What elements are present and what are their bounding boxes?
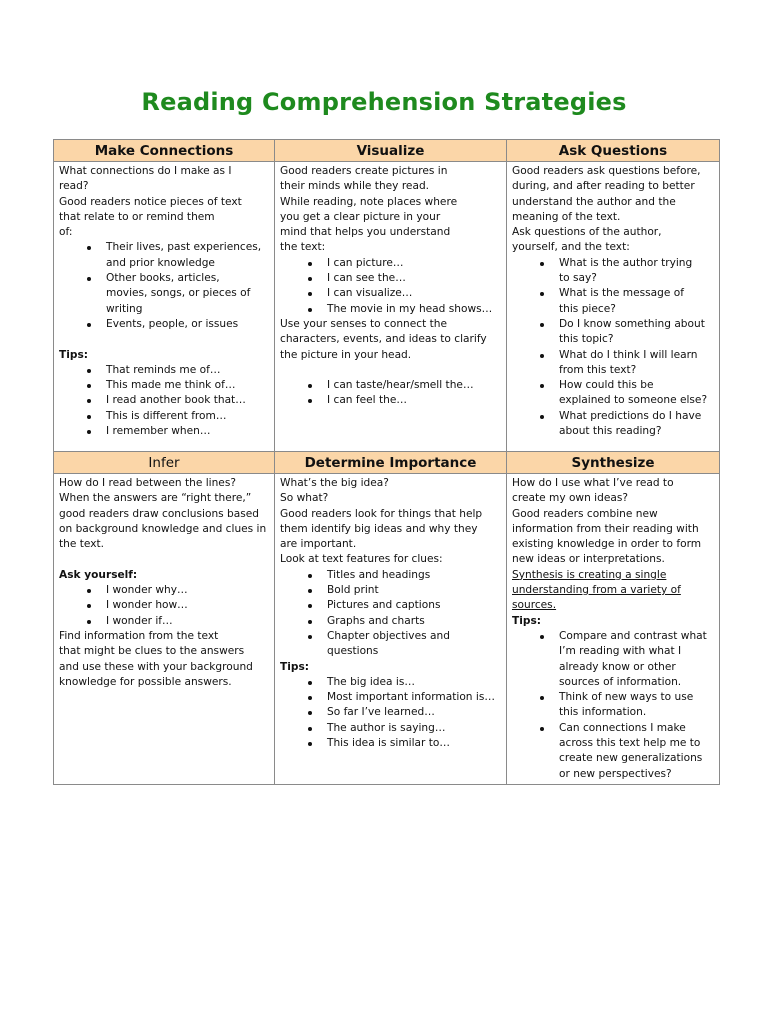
text-line: How do I use what I’ve read to [512,477,674,489]
blank-line [59,552,270,567]
text-line: What’s the big idea? [280,477,389,489]
text-line: the picture in your head. [280,348,412,361]
bullet-text: movies, songs, or pieces of [106,287,251,300]
text-line: of: [59,226,73,239]
blank-line [280,363,502,378]
text-line: Good readers combine new [512,507,658,520]
page-title: Reading Comprehension Strategies [141,88,627,116]
bullet-text: Compare and contrast what [559,629,707,642]
text-line: the text: [280,241,326,254]
bullet-text: What is the author trying [559,256,693,269]
content-row [54,162,720,452]
header-ask-questions: Ask Questions [507,140,720,162]
bullet-text: Do I know something about [559,317,705,330]
bullet-item [280,583,502,598]
text-line: characters, events, and ideas to clarify [280,333,487,346]
bullet-text: This made me think of… [106,379,236,392]
text-line: How do I read between the lines? [59,477,236,489]
bullet-item [280,302,502,317]
bullet-item [59,317,270,332]
bullet-text: and prior knowledge [106,256,215,269]
text-line: you get a clear picture in your [280,210,441,223]
bullet-text: this topic? [559,333,614,346]
bullet-text: about this reading? [559,425,662,438]
bullet-item [280,705,502,720]
bullet-item [280,690,502,705]
bullet-text: Graphs and charts [327,614,425,627]
text-line: Good readers ask questions before, [512,165,701,177]
bullet-text: from this text? [559,363,637,376]
bullet-text: Think of new ways to use [559,691,694,704]
bullet-item [59,409,270,424]
bullet-text: I wonder how… [106,599,188,612]
text-line: and use these with your background [59,660,253,673]
text-line: Use your senses to connect the [280,317,448,330]
bullet-item [512,286,715,317]
bullet-item [59,271,270,317]
section-label: Tips: [59,348,88,361]
text-line: create my own ideas? [512,492,628,505]
text-line: read? [59,180,89,193]
text-line: knowledge for possible answers. [59,675,232,688]
text-line: their minds while they read. [280,180,430,193]
text-line: yourself, and the text: [512,241,630,254]
text-line: existing knowledge in order to form [512,538,702,551]
bullet-item [280,614,502,629]
content-row [54,474,720,785]
bullet-item [59,583,270,598]
text-line: While reading, note places where [280,195,458,208]
bullet-text: Titles and headings [327,568,431,581]
bullet-text: Bold print [327,584,379,597]
bullet-item [59,424,270,439]
bullet-text: This is different from… [106,409,227,422]
bullet-item [280,675,502,690]
text-line: good readers draw conclusions based [59,507,260,520]
bullet-item [59,363,270,378]
bullet-text: Chapter objectives and [327,629,450,642]
cell-determine-importance [275,474,507,785]
section-label: Tips: [512,614,541,627]
text-line: Good readers look for things that help [280,507,483,520]
text-line: Good readers notice pieces of text [59,195,242,208]
bullet-item [280,721,502,736]
bullet-text: already know or other [559,660,676,673]
bullet-text: I can see the… [327,272,406,285]
bullet-text: this information. [559,706,647,719]
bullet-item [59,378,270,393]
text-line: So what? [280,492,329,505]
bullet-text: I remember when… [106,425,211,438]
text-line: that might be clues to the answers [59,645,245,658]
bullet-item [512,721,715,782]
text-line: that relate to or remind them [59,210,215,223]
text-line: Find information from the text [59,629,219,642]
text-line: When the answers are “right there,” [59,492,252,505]
underlined-text: Synthesis is creating a single [512,568,667,581]
bullet-item [280,393,502,408]
header-visualize: Visualize [275,140,507,162]
text-line: understand the author and the [512,195,676,208]
cell-visualize [275,162,507,452]
bullet-item [512,348,715,379]
header-make-connections: Make Connections [54,140,275,162]
bullet-item [512,378,715,409]
bullet-item [280,286,502,301]
header-row [54,140,720,162]
bullet-item [59,598,270,613]
bullet-text: across this text help me to [559,737,701,750]
bullet-item [59,393,270,408]
header-infer: Infer [54,452,275,474]
bullet-text: Pictures and captions [327,599,441,612]
bullet-text: create new generalizations [559,752,703,765]
bullet-text: Other books, articles, [106,272,220,285]
text-line: information from their reading with [512,522,699,535]
bullet-text: I wonder if… [106,614,173,627]
bullet-text: I’m reading with what I [559,645,682,658]
bullet-item [280,256,502,271]
bullet-item [59,240,270,271]
bullet-text: What is the message of [559,287,684,300]
bullet-item [512,409,715,440]
text-line: on background knowledge and clues in [59,522,267,535]
bullet-text: How could this be [559,379,654,392]
bullet-text: writing [106,302,143,315]
bullet-text: I read another book that… [106,394,246,407]
underlined-text: understanding from a variety of [512,584,681,597]
bullet-item [280,736,502,751]
bullet-item [280,568,502,583]
bullet-text: Events, people, or issues [106,317,239,330]
bullet-item [59,614,270,629]
bullet-item [280,598,502,613]
bullet-item [280,629,502,660]
section-label: Ask yourself: [59,568,138,581]
bullet-item [280,378,502,393]
bullet-text: questions [327,645,379,658]
bullet-item [512,690,715,721]
bullet-text: The movie in my head shows… [327,302,493,315]
bullet-item [512,317,715,348]
header-row [54,452,720,474]
bullet-text: The author is saying… [327,721,446,734]
section-label: Tips: [280,660,309,673]
text-line: meaning of the text. [512,210,621,223]
text-line: during, and after reading to better [512,180,695,193]
bullet-text: That reminds me of… [106,363,221,376]
text-line: the text. [59,538,105,551]
cell-make-connections [54,162,275,452]
bullet-text: So far I’ve learned… [327,706,435,719]
bullet-text: Can connections I make [559,721,686,734]
bullet-text: Their lives, past experiences, [106,241,262,254]
text-line: mind that helps you understand [280,226,451,239]
strategies-table [53,139,720,785]
bullet-text: What do I think I will learn [559,348,698,361]
cell-infer [54,474,275,785]
bullet-item [512,256,715,287]
bullet-text: sources of information. [559,675,682,688]
bullet-text: I can picture… [327,256,404,269]
cell-ask-questions [507,162,720,452]
bullet-text: I can taste/hear/smell the… [327,379,474,392]
bullet-item [280,271,502,286]
bullet-text: I wonder why… [106,584,188,597]
bullet-text: The big idea is… [327,675,415,688]
cell-synthesize [507,474,720,785]
text-line: are important. [280,538,357,551]
header-synthesize: Synthesize [507,452,720,474]
bullet-text: explained to someone else? [559,394,708,407]
bullet-item [512,629,715,690]
bullet-text: This idea is similar to… [327,737,451,750]
text-line: What connections do I make as I [59,165,232,177]
bullet-text: What predictions do I have [559,409,702,422]
text-line: Ask questions of the author, [512,226,662,239]
text-line: new ideas or interpretations. [512,553,665,566]
bullet-text: Most important information is… [327,691,495,704]
text-line: them identify big ideas and why they [280,522,478,535]
bullet-text: or new perspectives? [559,767,672,780]
blank-line [59,332,270,347]
bullet-text: this piece? [559,302,616,315]
bullet-text: to say? [559,272,597,285]
bullet-text: I can visualize… [327,287,413,300]
header-determine-importance: Determine Importance [275,452,507,474]
bullet-text: I can feel the… [327,394,407,407]
underlined-text: sources. [512,599,557,612]
text-line: Good readers create pictures in [280,165,448,177]
text-line: Look at text features for clues: [280,553,443,566]
